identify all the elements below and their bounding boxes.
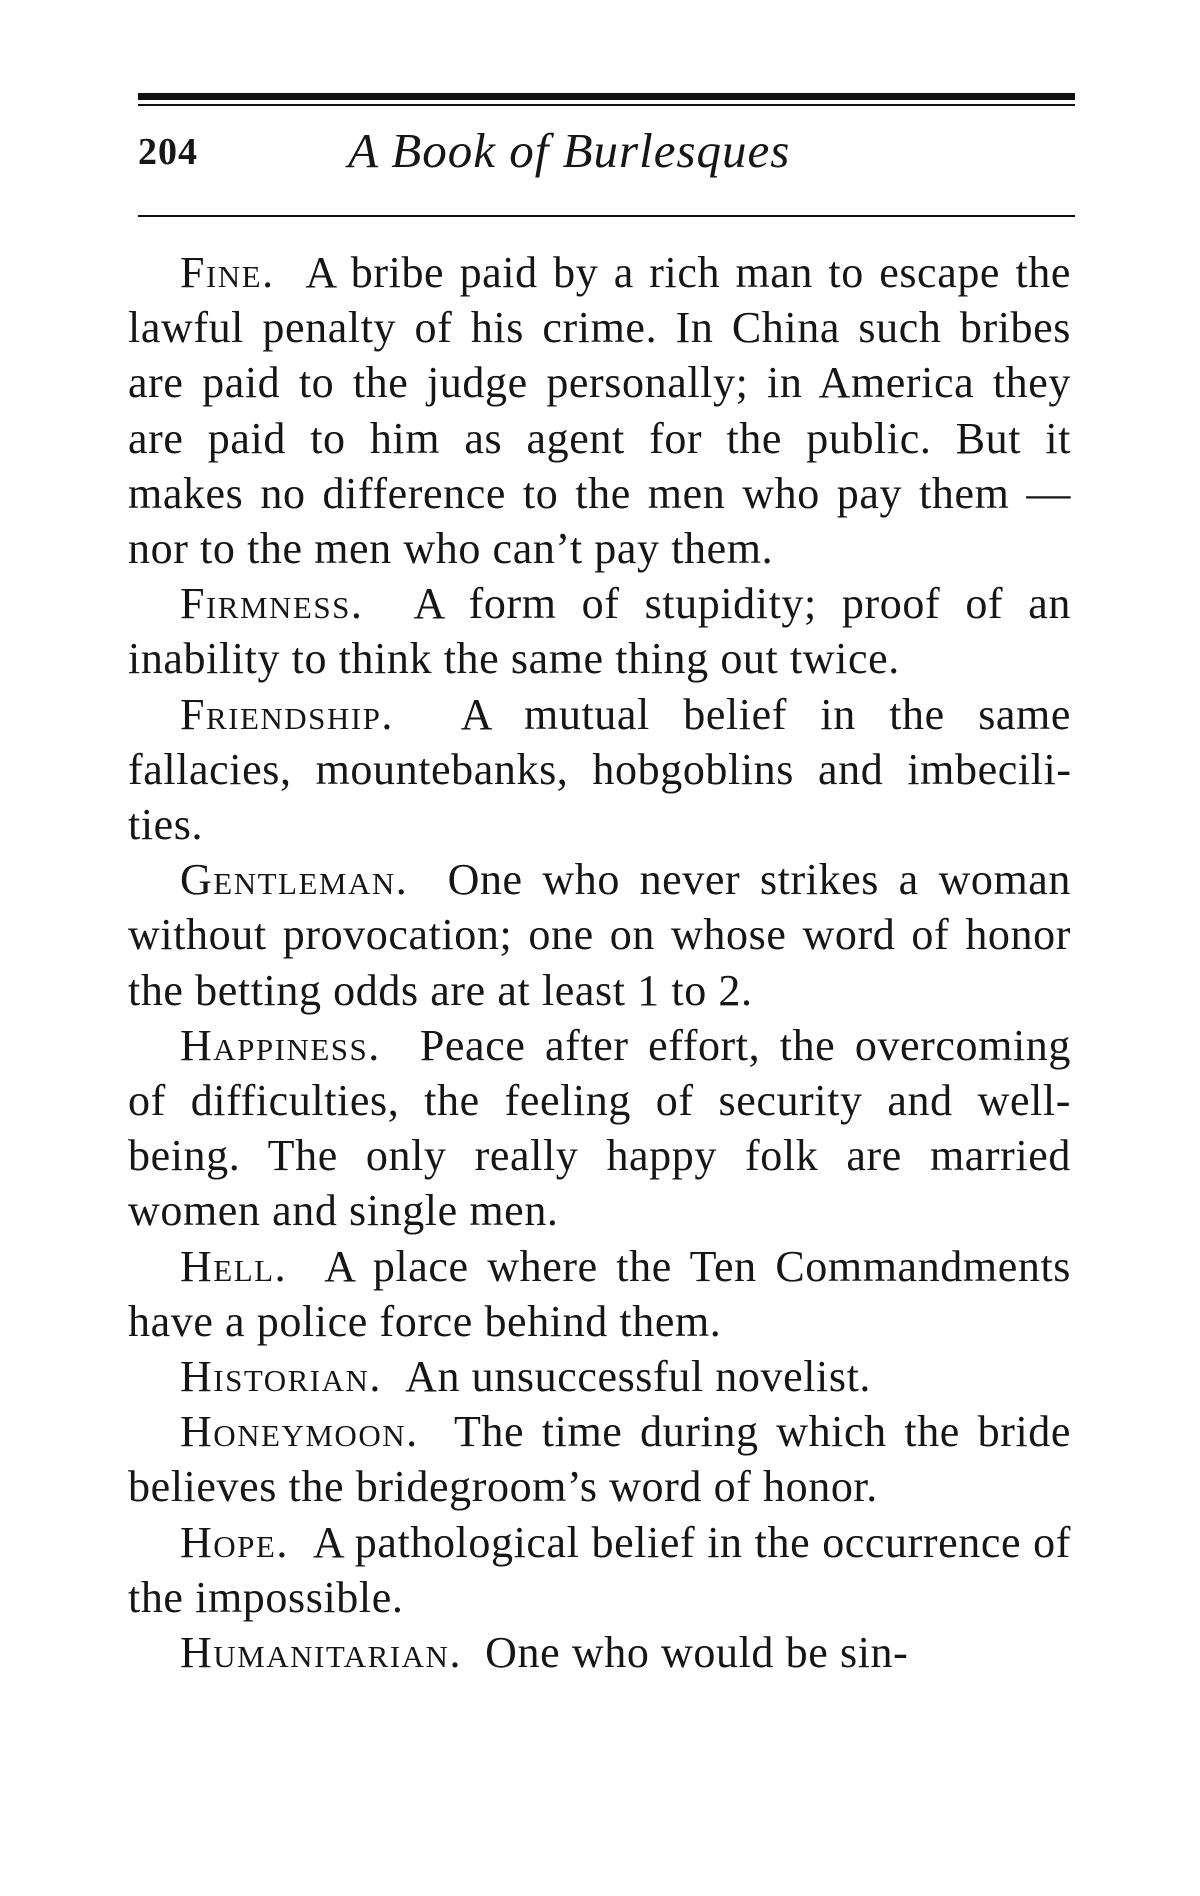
entry-definition: The time during which the bride believes the bridegroom’s word of honor.	[128, 1407, 1072, 1512]
entry-happiness	[128, 1018, 1071, 1239]
entry-gentleman	[128, 852, 1071, 1018]
entry-term: Honeymoon.	[180, 1407, 419, 1457]
entry-hell	[128, 1239, 1071, 1349]
entry-term: Hope.	[180, 1517, 289, 1567]
entry-term: Friendship.	[180, 689, 394, 739]
entry-definition: A form of stupidity; proof of an inability to think the same thing out twice.	[128, 579, 1071, 684]
entry-definition: One who would be sin-	[485, 1628, 909, 1678]
text-body	[128, 245, 1071, 1680]
entry-term: Fine.	[180, 248, 275, 297]
entry-definition: A mutual belief in the same fallacies, mountebanks, hobgoblins and imbecilities.	[128, 689, 1072, 850]
entry-friendship	[128, 687, 1071, 853]
entry-definition: A bribe paid by a rich man to escape the lawful penalty of his crime. In China such bribes are paid to the judge personally; in America they are paid to him as agent for the public. But it makes no difference to the men who pay them — nor to the men who can’t pay them.	[128, 248, 1071, 574]
running-title: A Book of Burlesques	[348, 123, 791, 178]
entry-firmness	[128, 576, 1071, 686]
entry-definition: A pathological belief in the occurrence of the impossible.	[128, 1517, 1071, 1622]
entry-hope	[128, 1515, 1071, 1625]
entry-term: Happiness.	[180, 1020, 381, 1070]
entry-definition: One who never strikes a woman without provocation; one on whose word of honor the betting odds are at least 1 to 2.	[128, 855, 1071, 1015]
header-bottom-rule	[138, 215, 1075, 217]
entry-term: Hell.	[180, 1241, 288, 1291]
entry-term: Historian.	[180, 1352, 382, 1402]
entry-term: Firmness.	[180, 579, 364, 629]
entry-fine	[128, 245, 1071, 576]
page-header	[138, 122, 1075, 192]
entry-definition: A place where the Ten Commandments have a police force behind them.	[128, 1241, 1071, 1346]
entry-humanitarian	[128, 1625, 1071, 1680]
entry-honeymoon	[128, 1404, 1071, 1514]
entry-term: Humanitarian.	[180, 1628, 462, 1678]
header-top-thin-rule	[138, 104, 1075, 106]
entry-definition: Peace after effort, the overcoming of difficulties, the feeling of security and well-being. The only really happy folk are married women and single men.	[128, 1020, 1072, 1236]
entry-definition: An unsuccessful novelist.	[405, 1352, 872, 1402]
page-number: 204	[138, 131, 198, 173]
entry-term: Gentleman.	[180, 855, 409, 905]
header-top-rule	[138, 93, 1075, 100]
entry-historian	[128, 1349, 1071, 1404]
